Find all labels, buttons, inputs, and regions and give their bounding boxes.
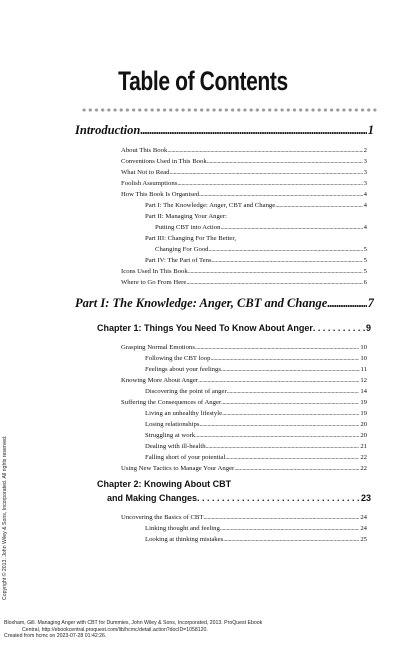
dotted-divider [81, 108, 379, 112]
page-title: Table of Contents [118, 66, 288, 96]
source-footer [4, 620, 262, 640]
toc-entry[interactable]: Losing relationships . . . 20 [145, 421, 367, 428]
toc-entry[interactable]: Feelings about your feelings . . . 11 [145, 366, 367, 373]
toc-entry[interactable]: Following the CBT loop . . . 10 [145, 355, 367, 362]
footer-line: Created from hcmc on 2023-07-28 01:42:26. [4, 633, 107, 640]
toc-entry[interactable]: Putting CBT into Action . . . 4 [155, 224, 367, 231]
toc-chapter-1-label: Chapter 1: Things You Need To Know About Anger [97, 323, 313, 333]
toc-entry[interactable]: Grasping Normal Emotions . . . 10 [121, 344, 367, 351]
toc-entry[interactable]: How This Book Is Organised . . . 4 [121, 191, 367, 198]
toc-entry[interactable]: Linking thought and feeling . . . 24 [145, 525, 367, 532]
toc-entry[interactable]: Icons Used In This Book . . . 5 [121, 268, 367, 275]
toc-entry: Part II: Managing Your Anger: [145, 213, 227, 220]
toc-introduction-page: 1 [367, 123, 374, 137]
toc-entry[interactable]: Conventions Used in This Book . . . 3 [121, 158, 367, 165]
toc-entry[interactable]: Changing For Good . . . 5 [155, 246, 367, 253]
toc-entry[interactable]: About This Book . . . 2 [121, 147, 367, 154]
toc-entry[interactable]: Suffering the Consequences of Anger . . . 19 [121, 399, 367, 406]
toc-entry[interactable]: Looking at thinking mistakes . . . 25 [145, 536, 367, 543]
leader-dots [197, 493, 360, 503]
toc-entry: Part III: Changing For The Better, [145, 235, 236, 242]
toc-entry[interactable]: Part IV: The Part of Tens . . . 5 [145, 257, 367, 264]
toc-chapter-2-page: 23 [360, 493, 371, 503]
footer-line: Central, http://ebookcentral.proquest.com/lib/hcmc/detail.action?docID=1058120. [22, 626, 208, 633]
toc-entry[interactable]: Struggling at work . . . 20 [145, 432, 367, 439]
toc-entry[interactable]: Knowing More About Anger . . . 12 [121, 377, 367, 384]
toc-chapter-2-label-line2: and Making Changes [107, 493, 198, 503]
leader-dots [140, 123, 366, 138]
toc-part-1-page: 7 [367, 296, 374, 310]
toc-entry[interactable]: Part I: The Knowledge: Anger, CBT and Change . . . 4 [145, 202, 367, 209]
toc-part-1-label: Part I: The Knowledge: Anger, CBT and Change [75, 296, 328, 310]
toc-entry[interactable]: Uncovering the Basics of CBT . . . 24 [121, 514, 367, 521]
toc-entry[interactable]: Dealing with ill-health . . . 21 [145, 443, 367, 450]
footer-line: Bloxham, Gill. Managing Anger with CBT for Dummies, John Wiley & Sons, Incorporated, 2013. ProQuest Ebook [4, 620, 263, 626]
toc-entry[interactable]: What Not to Read . . . 3 [121, 169, 367, 176]
toc-introduction[interactable] [75, 123, 374, 138]
toc-chapter-2-label-line1[interactable]: Chapter 2: Knowing About CBT [97, 479, 232, 489]
toc-chapter-2[interactable] [107, 493, 371, 503]
toc-entry[interactable]: Where to Go From Here . . . 6 [121, 279, 367, 286]
copyright-side-note: Copyright © 2013. John Wiley & Sons, Incorporated. All rights reserved. [2, 435, 8, 600]
toc-chapter-1-page: 9 [365, 323, 371, 333]
leader-dots [313, 323, 365, 333]
toc-entry[interactable]: Foolish Assumptions . . . 3 [121, 180, 367, 187]
toc-entry[interactable]: Living an unhealthy lifestyle . . . 19 [145, 410, 367, 417]
leader-dots [327, 296, 366, 311]
toc-entry[interactable]: Discovering the point of anger . . . 14 [145, 388, 367, 395]
toc-introduction-label: Introduction [75, 123, 141, 137]
toc-chapter-1[interactable] [97, 323, 371, 333]
toc-entry[interactable]: Falling short of your potential . . . 22 [145, 454, 367, 461]
toc-entry[interactable]: Using New Tactics to Manage Your Anger . . . 22 [121, 465, 367, 472]
toc-part-1[interactable] [75, 296, 374, 311]
